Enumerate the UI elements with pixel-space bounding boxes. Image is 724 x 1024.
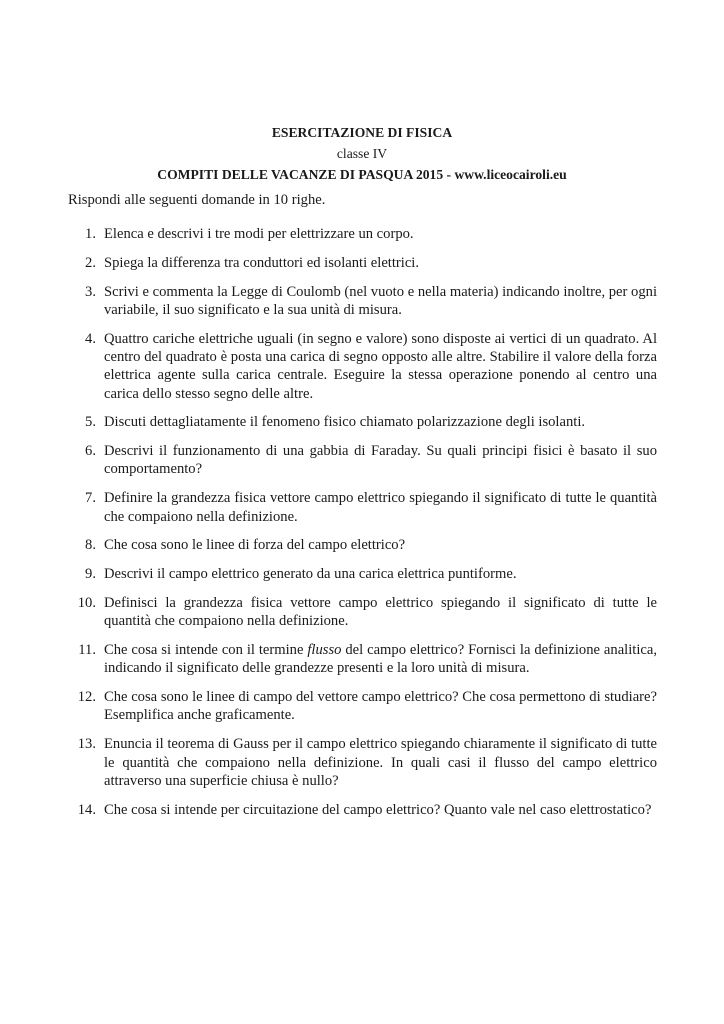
question-list — [68, 225, 657, 829]
question-text: Spiega la differenza tra conduttori ed isolanti elettrici. — [104, 254, 419, 271]
question-number: 14. — [77, 801, 96, 818]
question-text: Scrivi e commenta la Legge di Coulomb (nel vuoto e nella materia) indicando inoltre, per ogni variabile, il suo significato e la sua unità di misura. — [104, 283, 657, 318]
question-number: 5. — [85, 414, 96, 431]
question-number: 8. — [85, 537, 96, 554]
question-number: 7. — [85, 490, 96, 507]
question-number: 11. — [78, 642, 96, 659]
question-item — [68, 330, 657, 403]
question-number: 6. — [85, 443, 96, 460]
question-text: Descrivi il campo elettrico generato da una carica elettrica puntiforme. — [104, 566, 517, 583]
question-number: 9. — [85, 566, 96, 583]
question-item — [68, 735, 657, 790]
question-text: Che cosa si intende per circuitazione del campo elettrico? Quanto vale nel caso elettrostatico? — [104, 801, 652, 818]
question-text: Che cosa sono le linee di campo del vettore campo elettrico? Che cosa permettono di studiare? Esemplifica anche graficamente. — [104, 689, 657, 724]
question-item — [68, 283, 657, 320]
question-number: 12. — [77, 689, 96, 706]
question-number: 10. — [77, 594, 96, 611]
document-header — [60, 122, 664, 185]
document-subtitle: COMPITI DELLE VACANZE DI PASQUA 2015 - www.liceocairoli.eu — [157, 167, 567, 182]
question-item — [68, 413, 657, 431]
question-text: Elenca e descrivi i tre modi per elettrizzare un corpo. — [104, 226, 414, 242]
question-text: Descrivi il funzionamento di una gabbia di Faraday. Su quali principi fisici è basato il suo comportamento? — [104, 443, 657, 478]
question-item — [68, 641, 657, 678]
question-text: Quattro cariche elettriche uguali (in segno e valore) sono disposte ai vertici di un quadrato. Al centro del quadrato è posta una carica di segno opposto alle altre. Stabilire il valore della forza elettrica agente sulla carica centrale. Eseguire la stessa operazione ponendo al centro una carica dello stesso segno delle altre. — [104, 330, 657, 402]
question-text-part: del campo elettrico? Fornisci la definizione analitica, indicando il significato delle grandezze presenti e la loro unità di misura. — [104, 642, 657, 677]
question-item — [68, 225, 657, 243]
question-item — [68, 801, 657, 819]
question-text: Definisci la grandezza fisica vettore campo elettrico spiegando il significato di tutte le quantità che compaiono nella definizione. — [104, 594, 657, 630]
question-item — [68, 254, 657, 272]
question-text-part: Che cosa si intende con il termine — [104, 642, 308, 659]
class-label: classe IV — [336, 146, 388, 161]
instructions: Rispondi alle seguenti domande in 10 righe. — [68, 192, 326, 208]
question-text — [104, 642, 657, 676]
question-text: Che cosa sono le linee di forza del campo elettrico? — [104, 537, 406, 554]
question-number: 3. — [85, 283, 96, 300]
question-text: Discuti dettagliatamente il fenomeno fisico chiamato polarizzazione degli isolanti. — [104, 414, 586, 431]
question-number: 1. — [85, 226, 96, 242]
question-item — [68, 442, 657, 479]
question-text: Enuncia il teorema di Gauss per il campo elettrico spiegando chiaramente il significato di tutte le quantità che compaiono nella definizione. In quali casi il flusso del campo elettrico attraverso una superficie chiusa è nullo? — [104, 736, 657, 789]
question-item — [68, 536, 657, 554]
question-number: 4. — [85, 330, 96, 347]
question-number: 13. — [77, 736, 96, 753]
document-title: ESERCITAZIONE DI FISICA — [271, 125, 453, 140]
question-item — [68, 489, 657, 526]
question-item — [68, 688, 657, 725]
question-text: Definire la grandezza fisica vettore campo elettrico spiegando il significato di tutte le quantità che compaiono nella definizione. — [104, 490, 657, 525]
emphasized-term: flusso — [307, 642, 342, 659]
question-item — [68, 594, 657, 631]
question-number: 2. — [85, 254, 96, 271]
question-item — [68, 565, 657, 583]
